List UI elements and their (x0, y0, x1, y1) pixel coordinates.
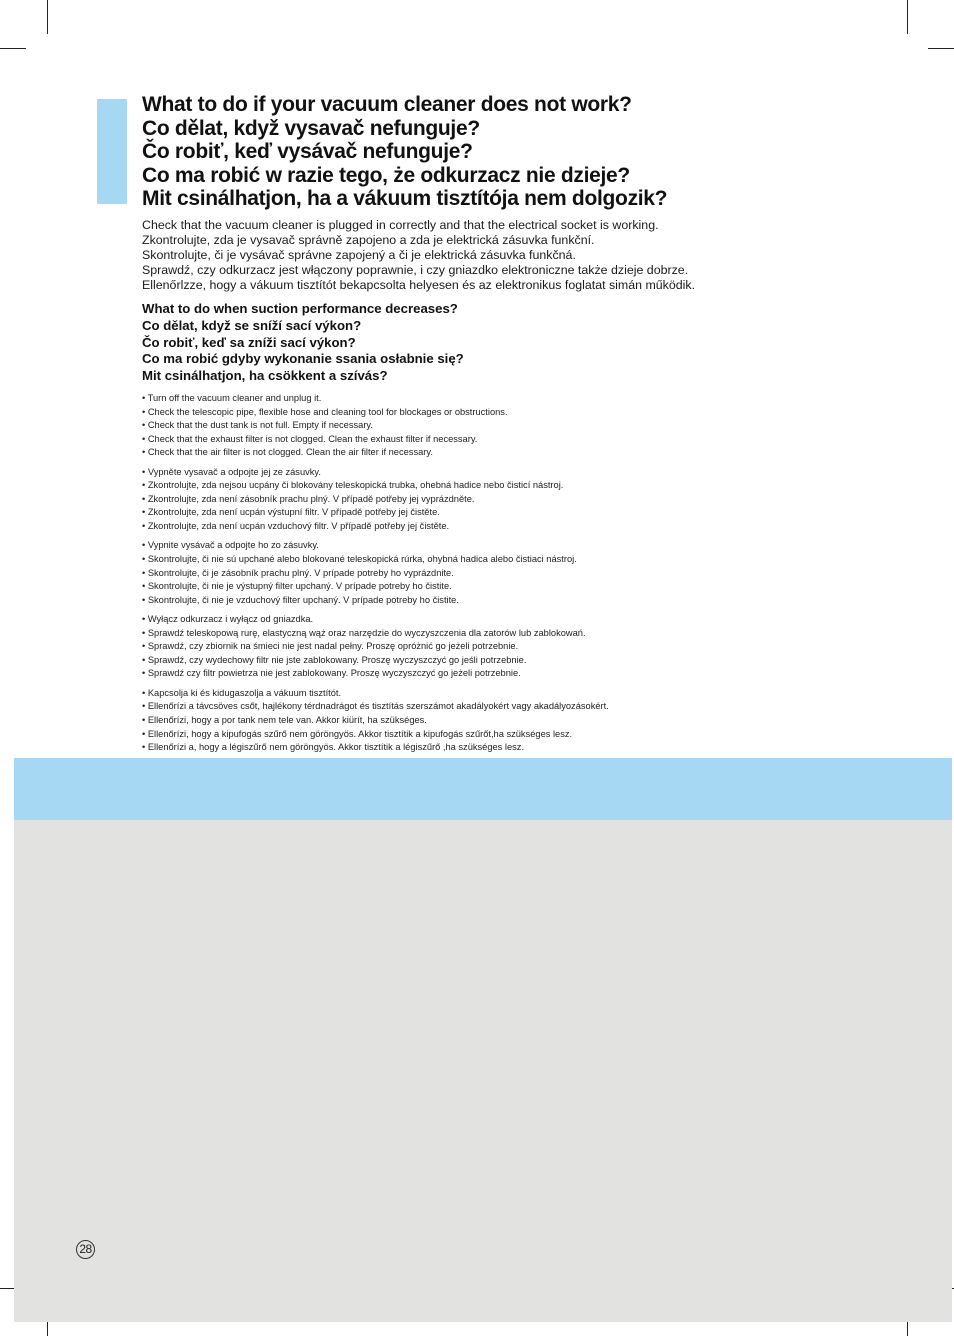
list-item: • Zkontrolujte, zda není ucpán vzduchový filtr. V případě potřeby jej čistěte. (142, 520, 450, 531)
intro-line: Sprawdź, czy odkurzacz jest włączony poprawnie, i czy gniazdko elektroniczne także dzieje dobrze. (142, 263, 689, 277)
crop-mark (928, 48, 954, 49)
title-hu: Mit csinálhatjon, ha a vákuum tisztítója nem dolgozik? (142, 187, 668, 210)
grey-panel (14, 820, 952, 1322)
bullet-group-sk (142, 539, 922, 607)
subheading-line: Mit csinálhatjon, ha csökkent a szívás? (142, 368, 388, 384)
bullet-group-en (142, 392, 922, 460)
suction-subheading (142, 301, 922, 385)
subheading-line: What to do when suction performance decreases? (142, 301, 458, 316)
list-item: • Kapcsolja ki és kidugaszolja a vákuum tisztítót. (142, 687, 342, 698)
list-item: • Wyłącz odkurzacz i wyłącz od gniazdka. (142, 614, 314, 625)
intro-line: Check that the vacuum cleaner is plugged in correctly and that the electrical socket is working. (142, 218, 659, 232)
bullet-group-hu (142, 687, 922, 755)
list-item: • Check that the air filter is not clogged. Clean the air filter if necessary. (142, 447, 433, 458)
list-item: • Ellenőrízi, hogy a por tank nem tele van. Akkor kiürít, ha szükséges. (142, 715, 427, 726)
title-cz: Co dělat, když vysavač nefunguje? (142, 116, 480, 140)
list-item: • Sprawdź, czy zbiornik na śmieci nie jest nadal pełny. Proszę opróżnić go jeżeli potrzebnie. (142, 641, 519, 652)
list-item: • Skontrolujte, či nie je výstupný filter upchaný. V prípade potreby ho čistite. (142, 581, 452, 592)
bullet-group-pl (142, 613, 922, 681)
list-item: • Ellenőrízi a távcsöves csőt, hajlékony térdnadrágot és tisztítás szerszámot akadályokért vagy akadályozásokért. (142, 701, 609, 712)
title-sk: Čo robiť, keď vysávač nefunguje? (142, 140, 473, 163)
title-en: What to do if your vacuum cleaner does not work? (142, 93, 632, 116)
list-item: • Check that the exhaust filter is not clogged. Clean the exhaust filter if necessary. (142, 433, 478, 444)
list-item: • Skontrolujte, či nie je vzduchový filter upchaný. V prípade potreby ho čistite. (142, 594, 459, 605)
intro-line: Skontrolujte, či je vysávač správne zapojený a či je elektrická zásuvka funkčná. (142, 248, 576, 262)
list-item: • Check that the dust tank is not full. Empty if necessary. (142, 420, 373, 431)
subheading-line: Co ma robić gdyby wykonanie ssania osłabnie się? (142, 351, 464, 367)
list-item: • Zkontrolujte, zda není ucpán výstupní filtr. V případě potřeby jej čistěte. (142, 507, 440, 518)
troubleshooting-lists (142, 392, 922, 755)
section-accent-bar (97, 99, 127, 204)
intro-paragraph (142, 218, 922, 293)
intro-line: Zkontrolujte, zda je vysavač správně zapojeno a zda je elektrická zásuvka funkční. (142, 233, 595, 247)
page-number: 28 (76, 1240, 95, 1259)
intro-line: Ellenőrlzze, hogy a vákuum tisztítót bekapcsolta helyesen és az elektronikus foglatat simán működik. (142, 278, 696, 292)
title-pl: Co ma robić w razie tego, że odkurzacz nie dzieje? (142, 163, 630, 187)
crop-mark (47, 0, 48, 34)
list-item: • Ellenőrízi, hogy a kipufogás szűrő nem göröngyös. Akkor tisztítik a kipufogás szűrőt,ha szükséges lesz. (142, 728, 573, 739)
list-item: • Zkontrolujte, zda nejsou ucpány či blokovány teleskopická trubka, ohebná hadice nebo čisticí nástroj. (142, 480, 564, 491)
bullet-group-cz (142, 466, 922, 534)
list-item: • Skontrolujte, či je zásobník prachu plný. V prípade potreby ho vyprázdnite. (142, 567, 454, 578)
subheading-line: Čo robiť, keď sa zníži sací výkon? (142, 334, 356, 350)
subheading-line: Co dělat, když se sníží sací výkon? (142, 317, 362, 333)
list-item: • Vypněte vysavač a odpojte jej ze zásuvky. (142, 466, 321, 477)
list-item: • Sprawdź czy filtr powietrza nie jest zablokowany. Proszę wyczyszczyć go jeżeli potrzebnie. (142, 668, 521, 679)
list-item: • Zkontrolujte, zda není zásobník prachu plný. V případě potřeby jej vyprázdněte. (142, 493, 475, 504)
list-item: • Check the telescopic pipe, flexible hose and cleaning tool for blockages or obstructions. (142, 406, 508, 417)
list-item: • Sprawdź teleskopową rurę, elastyczną wąż oraz narzędzie do wyczyszczenia dla zatorów lub zablokowań. (142, 627, 586, 638)
list-item: • Ellenőrízi a, hogy a légiszűrő nem göröngyös. Akkor tisztítik a légiszűrő ,ha szükséges lesz. (142, 742, 525, 753)
blue-band (14, 758, 952, 820)
list-item: • Turn off the vacuum cleaner and unplug it. (142, 393, 322, 403)
list-item: • Skontrolujte, či nie sú upchané alebo blokované teleskopická rúrka, ohybná hadica alebo čistiaci nástroj. (142, 554, 577, 565)
crop-mark (0, 48, 26, 49)
page-title (142, 93, 932, 211)
list-item: • Vypnite vysávač a odpojte ho zo zásuvky. (142, 540, 319, 551)
crop-mark (907, 0, 908, 34)
list-item: • Sprawdź, czy wydechowy filtr nie jste zablokowany. Proszę wyczyszczyć go jeśli potrzebnie. (142, 654, 527, 665)
